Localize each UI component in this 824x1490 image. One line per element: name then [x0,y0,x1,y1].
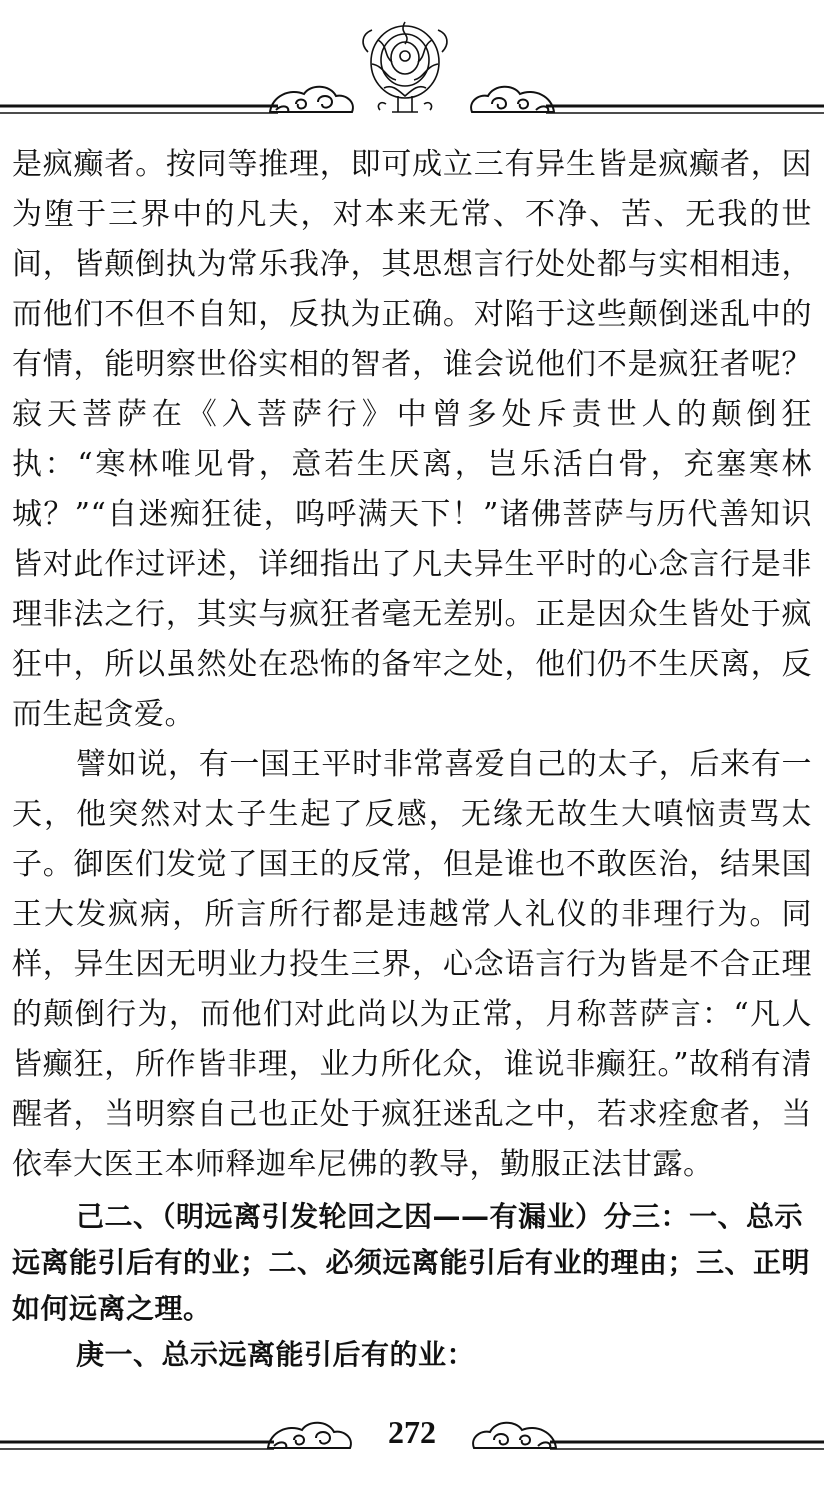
header-ornament-svg [0,0,824,140]
cloud-scroll-icon [471,87,554,112]
header-rule-left [0,106,278,113]
header-rule-right [546,106,824,113]
cloud-scroll-icon [270,87,353,112]
section-heading: 己二、（明远离引发轮回之因——有漏业）分三：一、总示远离能引后有的业；二、必须远离能引后有业的理由；三、正明如何远离之理。 [12,1200,811,1325]
body-paragraph: 譬如说，有一国王平时非常喜爱自己的太子，后来有一天，他突然对太子生起了反感，无缘无故生大嗔恼责骂太子。御医们发觉了国王的反常，但是谁也不敢医治，结果国王大发疯病，所言所行都是违越常人礼仪的非理行为。同样，异生因无明业力投生三界，心念语言行为皆是不合正理的颠倒行为，而他们对此尚以为正常，月称菩萨言：“凡人皆癫狂，所作皆非理，业力所化众，谁说非癫狂。”故稍有清醒者，当明察自己也正处于疯狂迷乱之中，若求痊愈者，当依奉大医王本师释迦牟尼佛的教导，勤服正法甘露。 [12,747,812,1182]
subsection-heading: 庚一、总示远离能引后有的业： [76,1338,476,1371]
page-content [12,140,812,1378]
page-number: 272 [388,1414,436,1450]
page-footer [0,1400,824,1486]
body-paragraph: 是疯癫者。按同等推理，即可成立三有异生皆是疯癫者，因为堕于三界中的凡夫，对本来无常、不净、苦、无我的世间，皆颠倒执为常乐我净，其思想言行处处都与实相相违，而他们不但不自知，反执为正确。对陷于这些颠倒迷乱中的有情，能明察世俗实相的智者，谁会说他们不是疯狂者呢？寂天菩萨在《入菩萨行》中曾多处斥责世人的颠倒狂执：“寒林唯见骨，意若生厌离，岂乐活白骨，充塞寒林城？”“自迷痴狂徒，呜呼满天下！”诸佛菩萨与历代善知识皆对此作过评述，详细指出了凡夫异生平时的心念言行是非理非法之行，其实与疯狂者毫无差别。正是因众生皆处于疯狂中，所以虽然处在恐怖的备牢之处，他们仍不生厌离，反而生起贪爱。 [12,147,812,732]
lotus-flower-icon [363,22,447,112]
page-header-ornament [0,0,824,140]
